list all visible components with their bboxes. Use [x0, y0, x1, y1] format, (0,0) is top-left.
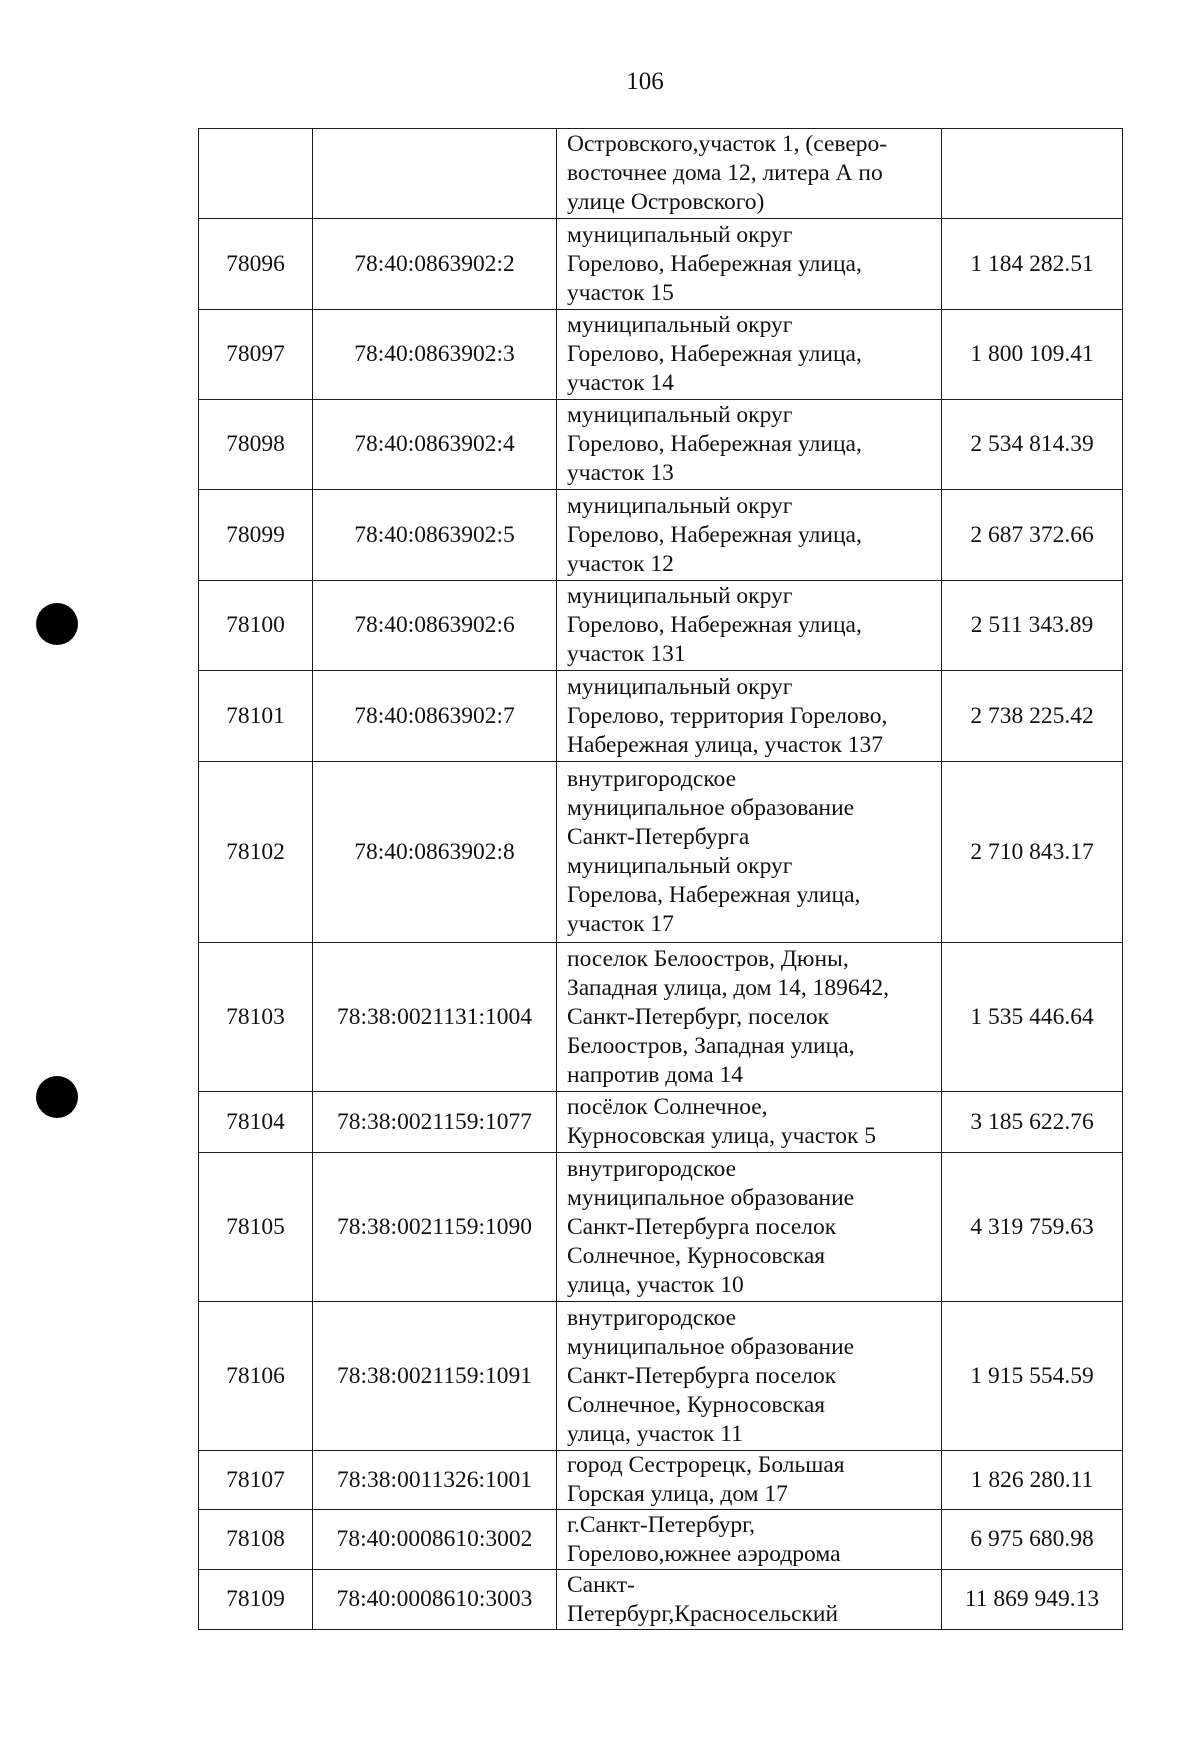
- address-line: внутригородское: [567, 766, 737, 792]
- address-line: муниципальный округ: [567, 853, 793, 879]
- record-number-cell: 78101: [199, 671, 313, 762]
- cadastral-value-cell: 2 687 372.66: [942, 490, 1123, 581]
- address-line: Островского,участок 1, (северо-: [567, 131, 888, 157]
- address-line: участок 17: [567, 911, 674, 937]
- cadastral-value-cell: 2 511 343.89: [942, 581, 1123, 671]
- cadastral-value-cell: 2 534 814.39: [942, 400, 1123, 490]
- address-line: муниципальный округ: [567, 221, 793, 248]
- address-line: Санкт-Петербурга поселок: [567, 1362, 837, 1389]
- address-cell: [557, 581, 942, 671]
- cadastral-number-cell: 78:38:0011326:1001: [313, 1451, 557, 1510]
- address-line: муниципальное образование: [567, 795, 855, 821]
- table-row: [199, 762, 1123, 943]
- punch-hole-upper: [36, 603, 78, 645]
- address-cell: [557, 1302, 942, 1451]
- record-number-cell: 78103: [199, 943, 313, 1092]
- record-number-cell: 78105: [199, 1153, 313, 1302]
- address-line: Горелова, Набережная улица,: [567, 882, 861, 908]
- cadastral-value-cell: 2 710 843.17: [942, 762, 1123, 943]
- cadastral-value-cell: 11 869 949.13: [942, 1570, 1123, 1630]
- table-body: [199, 129, 1123, 1630]
- address-cell: [557, 762, 942, 943]
- cadastral-number-cell: 78:38:0021159:1091: [313, 1302, 557, 1451]
- address-line: муниципальный округ: [567, 402, 793, 428]
- cadastral-number-cell: 78:40:0863902:3: [313, 310, 557, 400]
- address-line: Горелово,южнее аэродрома: [567, 1540, 841, 1567]
- cadastral-value-cell: 1 184 282.51: [942, 219, 1123, 310]
- address-line: Набережная улица, участок 137: [567, 731, 884, 758]
- address-line: Солнечное, Курносовская: [567, 1242, 826, 1269]
- address-line: муниципальный округ: [567, 312, 793, 338]
- address-line: г.Санкт-Петербург,: [567, 1511, 756, 1538]
- table-row: [199, 1451, 1123, 1510]
- cadastral-number-cell: 78:40:0863902:7: [313, 671, 557, 762]
- address-line: улица, участок 11: [567, 1420, 743, 1447]
- address-line: улица, участок 10: [567, 1271, 744, 1298]
- address-line: Горелово, Набережная улица,: [567, 431, 862, 457]
- cadastral-value-cell: 1 915 554.59: [942, 1302, 1123, 1451]
- address-line: участок 15: [567, 279, 674, 306]
- address-line: Санкт-: [567, 1571, 635, 1598]
- punch-hole-lower: [36, 1076, 78, 1118]
- cadastral-value-cell: 4 319 759.63: [942, 1153, 1123, 1302]
- cadastral-value-cell: 3 185 622.76: [942, 1092, 1123, 1153]
- record-number-cell: 78100: [199, 581, 313, 671]
- cadastral-number-cell: 78:40:0863902:4: [313, 400, 557, 490]
- address-line: Горелово, Набережная улица,: [567, 341, 862, 367]
- address-line: Курносовская улица, участок 5: [567, 1123, 877, 1149]
- address-line: муниципальное образование: [567, 1184, 855, 1211]
- record-number-cell: 78099: [199, 490, 313, 581]
- address-cell: [557, 490, 942, 581]
- address-cell: [557, 1092, 942, 1153]
- table-row: [199, 1570, 1123, 1630]
- address-line: Горелово, территория Горелово,: [567, 702, 888, 729]
- address-line: Горелово, Набережная улица,: [567, 612, 862, 638]
- cadastral-value-cell: 6 975 680.98: [942, 1510, 1123, 1570]
- address-cell: [557, 943, 942, 1092]
- address-cell: [557, 400, 942, 490]
- address-line: Горелово, Набережная улица,: [567, 521, 862, 548]
- address-line: Санкт-Петербурга поселок: [567, 1213, 837, 1240]
- address-line: поселок Белоостров, Дюны,: [567, 945, 849, 972]
- address-line: город Сестрорецк, Большая: [567, 1452, 845, 1478]
- page-number: 106: [626, 68, 664, 95]
- table-row: [199, 1153, 1123, 1302]
- address-cell: [557, 1451, 942, 1510]
- address-cell: [557, 671, 942, 762]
- address-line: Петербург,Красносельский: [567, 1600, 839, 1627]
- address-line: участок 13: [567, 460, 674, 486]
- record-number-cell: 78096: [199, 219, 313, 310]
- address-line: муниципальный округ: [567, 673, 793, 700]
- address-line: Санкт-Петербурга: [567, 824, 750, 850]
- cadastral-number-cell: 78:40:0863902:6: [313, 581, 557, 671]
- table-row: [199, 1510, 1123, 1570]
- table-row: [199, 581, 1123, 671]
- address-line: участок 12: [567, 550, 674, 577]
- address-line: Горелово, Набережная улица,: [567, 250, 862, 277]
- address-line: посёлок Солнечное,: [567, 1094, 768, 1120]
- address-line: участок 131: [567, 641, 686, 667]
- address-cell: [557, 219, 942, 310]
- address-line: Западная улица, дом 14, 189642,: [567, 974, 889, 1001]
- table-row: [199, 1302, 1123, 1451]
- address-cell: [557, 1153, 942, 1302]
- cadastral-number-cell: 78:40:0863902:8: [313, 762, 557, 943]
- record-number-cell: 78108: [199, 1510, 313, 1570]
- record-number-cell: 78104: [199, 1092, 313, 1153]
- table-row: [199, 1092, 1123, 1153]
- cadastral-number-cell: 78:40:0863902:5: [313, 490, 557, 581]
- land-plot-table: [198, 128, 1123, 1630]
- address-cell: [557, 1570, 942, 1630]
- address-line: Солнечное, Курносовская: [567, 1391, 826, 1418]
- address-line: Белоостров, Западная улица,: [567, 1032, 855, 1059]
- address-cell: [557, 310, 942, 400]
- record-number-cell: 78098: [199, 400, 313, 490]
- cadastral-number-cell: 78:40:0863902:2: [313, 219, 557, 310]
- address-line: участок 14: [567, 370, 674, 396]
- table-row: [199, 400, 1123, 490]
- address-line: внутригородское: [567, 1304, 737, 1331]
- table-row: [199, 943, 1123, 1092]
- cadastral-number-cell: 78:38:0021159:1077: [313, 1092, 557, 1153]
- cadastral-number-cell: [313, 129, 557, 219]
- cadastral-value-cell: 2 738 225.42: [942, 671, 1123, 762]
- address-line: муниципальный округ: [567, 583, 793, 609]
- cadastral-number-cell: 78:40:0008610:3002: [313, 1510, 557, 1570]
- table-row: [199, 671, 1123, 762]
- cadastral-number-cell: 78:38:0021131:1004: [313, 943, 557, 1092]
- address-cell: [557, 129, 942, 219]
- address-cell: [557, 1510, 942, 1570]
- table-row: [199, 129, 1123, 219]
- table-row: [199, 219, 1123, 310]
- record-number-cell: 78107: [199, 1451, 313, 1510]
- record-number-cell: [199, 129, 313, 219]
- cadastral-number-cell: 78:38:0021159:1090: [313, 1153, 557, 1302]
- address-line: Горская улица, дом 17: [567, 1481, 788, 1507]
- cadastral-value-cell: 1 535 446.64: [942, 943, 1123, 1092]
- address-line: Санкт-Петербург, поселок: [567, 1003, 829, 1030]
- table-row: [199, 490, 1123, 581]
- record-number-cell: 78109: [199, 1570, 313, 1630]
- address-line: восточнее дома 12, литера А по: [567, 160, 883, 186]
- table-row: [199, 310, 1123, 400]
- address-line: улице Островского): [567, 189, 765, 215]
- cadastral-value-cell: 1 800 109.41: [942, 310, 1123, 400]
- record-number-cell: 78106: [199, 1302, 313, 1451]
- cadastral-value-cell: [942, 129, 1123, 219]
- address-line: муниципальный округ: [567, 492, 793, 519]
- record-number-cell: 78097: [199, 310, 313, 400]
- cadastral-number-cell: 78:40:0008610:3003: [313, 1570, 557, 1630]
- cadastral-value-cell: 1 826 280.11: [942, 1451, 1123, 1510]
- record-number-cell: 78102: [199, 762, 313, 943]
- address-line: внутригородское: [567, 1155, 737, 1182]
- address-line: муниципальное образование: [567, 1333, 855, 1360]
- address-line: напротив дома 14: [567, 1061, 744, 1088]
